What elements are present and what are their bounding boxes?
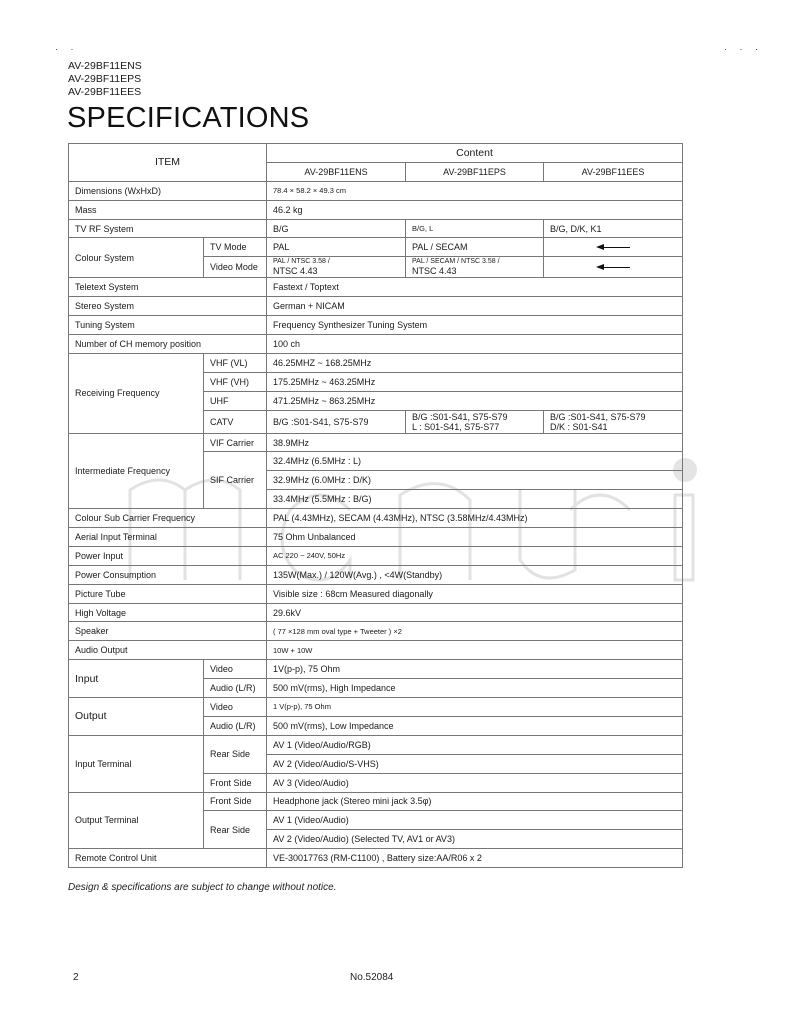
row-value: 175.25MHz ~ 463.25MHz [267, 372, 683, 391]
table-row [69, 622, 683, 641]
row-value: AC 220 ~ 240V, 50Hz [267, 546, 683, 565]
header-item: ITEM [69, 144, 267, 182]
table-row [69, 735, 683, 754]
row-label: Picture Tube [69, 584, 267, 603]
row-value-ees [544, 238, 683, 257]
row-value: 32.4MHz (6.5MHz : L) [267, 452, 683, 471]
row-value-ees [544, 257, 683, 278]
row-value-eps [406, 257, 544, 278]
header-model-ens: AV-29BF11ENS [267, 162, 406, 181]
row-value: AV 1 (Video/Audio) [267, 811, 683, 830]
value-line: B/G :S01-S41, S75-S79 [550, 411, 646, 422]
table-row [69, 528, 683, 547]
row-value: ( 77 ×128 mm oval type + Tweeter ) ×2 [267, 622, 683, 641]
row-label: Power Consumption [69, 565, 267, 584]
document-number: No.52084 [350, 972, 394, 983]
row-sublabel: TV Mode [204, 238, 267, 257]
row-value: 75 Ohm Unbalanced [267, 528, 683, 547]
row-value-eps: B/G, L [406, 219, 544, 238]
row-sublabel: VHF (VH) [204, 372, 267, 391]
value-line: L : S01-S41, S75-S77 [412, 421, 500, 432]
row-value: 33.4MHz (5.5MHz : B/G) [267, 490, 683, 509]
row-value-ees [544, 410, 683, 433]
table-row [69, 584, 683, 603]
table-row [69, 316, 683, 335]
row-label: Remote Control Unit [69, 849, 267, 868]
row-value: AV 3 (Video/Audio) [267, 773, 683, 792]
row-value: Visible size : 68cm Measured diagonally [267, 584, 683, 603]
row-label: Intermediate Frequency [69, 433, 204, 509]
row-label: Input [69, 660, 204, 698]
table-row [69, 849, 683, 868]
table-row [69, 603, 683, 622]
row-label: Power Input [69, 546, 267, 565]
row-label: Output [69, 698, 204, 736]
value-line: PAL / NTSC 3.58 / [273, 258, 330, 266]
table-row [69, 546, 683, 565]
row-label: Input Terminal [69, 735, 204, 792]
value-line: PAL / SECAM / NTSC 3.58 / [412, 258, 500, 266]
value-line: NTSC 4.43 [412, 266, 457, 277]
row-value: AV 2 (Video/Audio/S-VHS) [267, 754, 683, 773]
row-label: Tuning System [69, 316, 267, 335]
table-row [69, 660, 683, 679]
row-sublabel: CATV [204, 410, 267, 433]
row-value-ens: B/G [267, 219, 406, 238]
page-number: 2 [73, 972, 79, 983]
table-row [69, 200, 683, 219]
table-row [69, 219, 683, 238]
row-sublabel: VHF (VL) [204, 353, 267, 372]
disclaimer-note: Design & specifications are subject to change without notice. [68, 882, 337, 893]
row-sublabel: Audio (L/R) [204, 679, 267, 698]
row-label: Teletext System [69, 278, 267, 297]
row-sublabel: Rear Side [204, 735, 267, 773]
table-header-row [69, 144, 683, 163]
value-line: D/K : S01-S41 [550, 421, 608, 432]
row-sublabel: UHF [204, 391, 267, 410]
row-sublabel: Rear Side [204, 811, 267, 849]
model-list [68, 60, 142, 99]
row-value: 1V(p-p), 75 Ohm [267, 660, 683, 679]
row-label: Colour System [69, 238, 204, 278]
row-sublabel: VIF Carrier [204, 433, 267, 452]
row-value: AV 2 (Video/Audio) (Selected TV, AV1 or AV3) [267, 830, 683, 849]
left-arrow-icon [596, 244, 630, 250]
row-value: 135W(Max.) / 120W(Avg.) , <4W(Standby) [267, 565, 683, 584]
row-value-ens: PAL [267, 238, 406, 257]
row-value: Headphone jack (Stereo mini jack 3.5φ) [267, 792, 683, 811]
table-row [69, 792, 683, 811]
table-row [69, 238, 683, 257]
row-label: Speaker [69, 622, 267, 641]
row-value: 100 ch [267, 335, 683, 354]
row-label: Colour Sub Carrier Frequency [69, 509, 267, 528]
row-value: 500 mV(rms), High Impedance [267, 679, 683, 698]
page-title: SPECIFICATIONS [67, 102, 310, 134]
table-row [69, 181, 683, 200]
row-value: 46.25MHZ ~ 168.25MHz [267, 353, 683, 372]
header-model-eps: AV-29BF11EPS [406, 162, 544, 181]
table-row [69, 641, 683, 660]
row-value: 471.25MHz ~ 863.25MHz [267, 391, 683, 410]
row-label: TV RF System [69, 219, 267, 238]
table-row [69, 278, 683, 297]
row-sublabel: Video [204, 698, 267, 717]
row-sublabel: Front Side [204, 792, 267, 811]
specifications-table [68, 143, 683, 868]
row-label: Mass [69, 200, 267, 219]
header-content: Content [267, 144, 683, 163]
row-value: VE-30017763 (RM-C1100) , Battery size:AA/R06 x 2 [267, 849, 683, 868]
row-label: Audio Output [69, 641, 267, 660]
model-name: AV-29BF11ENS [68, 60, 142, 72]
row-value: 78.4 × 58.2 × 49.3 cm [267, 181, 683, 200]
row-label: Receiving Frequency [69, 353, 204, 433]
corner-marks-left: · · [55, 44, 79, 54]
row-value: 38.9MHz [267, 433, 683, 452]
row-value-ens [267, 257, 406, 278]
row-label: High Voltage [69, 603, 267, 622]
header-model-ees: AV-29BF11EES [544, 162, 683, 181]
row-label: Aerial Input Terminal [69, 528, 267, 547]
row-value: Fastext / Toptext [267, 278, 683, 297]
table-row [69, 565, 683, 584]
left-arrow-icon [596, 264, 630, 270]
row-value: 1 V(p-p), 75 Ohm [267, 698, 683, 717]
row-value: 500 mV(rms), Low Impedance [267, 716, 683, 735]
row-value: 46.2 kg [267, 200, 683, 219]
row-value-eps: PAL / SECAM [406, 238, 544, 257]
model-name: AV-29BF11EPS [68, 73, 142, 85]
row-label: Number of CH memory position [69, 335, 267, 354]
row-label: Output Terminal [69, 792, 204, 849]
row-value: Frequency Synthesizer Tuning System [267, 316, 683, 335]
table-row [69, 433, 683, 452]
row-label: Dimensions (WxHxD) [69, 181, 267, 200]
table-row [69, 509, 683, 528]
row-sublabel: Video [204, 660, 267, 679]
row-value: AV 1 (Video/Audio/RGB) [267, 735, 683, 754]
row-value: PAL (4.43MHz), SECAM (4.43MHz), NTSC (3.58MHz/4.43MHz) [267, 509, 683, 528]
row-value: 10W + 10W [267, 641, 683, 660]
row-value: 32.9MHz (6.0MHz : D/K) [267, 471, 683, 490]
row-sublabel: Video Mode [204, 257, 267, 278]
row-sublabel: Front Side [204, 773, 267, 792]
row-value-ens: B/G :S01-S41, S75-S79 [267, 410, 406, 433]
table-row [69, 698, 683, 717]
model-name: AV-29BF11EES [68, 86, 142, 98]
table-row [69, 297, 683, 316]
row-value: German + NICAM [267, 297, 683, 316]
value-line: NTSC 4.43 [273, 266, 318, 277]
row-sublabel: Audio (L/R) [204, 716, 267, 735]
table-row [69, 353, 683, 372]
row-value-eps [406, 410, 544, 433]
row-sublabel: SIF Carrier [204, 452, 267, 509]
corner-marks-right: · · · [724, 44, 763, 54]
row-value: 29.6kV [267, 603, 683, 622]
table-row [69, 335, 683, 354]
row-value-ees: B/G, D/K, K1 [544, 219, 683, 238]
value-line: B/G :S01-S41, S75-S79 [412, 411, 508, 422]
row-label: Stereo System [69, 297, 267, 316]
